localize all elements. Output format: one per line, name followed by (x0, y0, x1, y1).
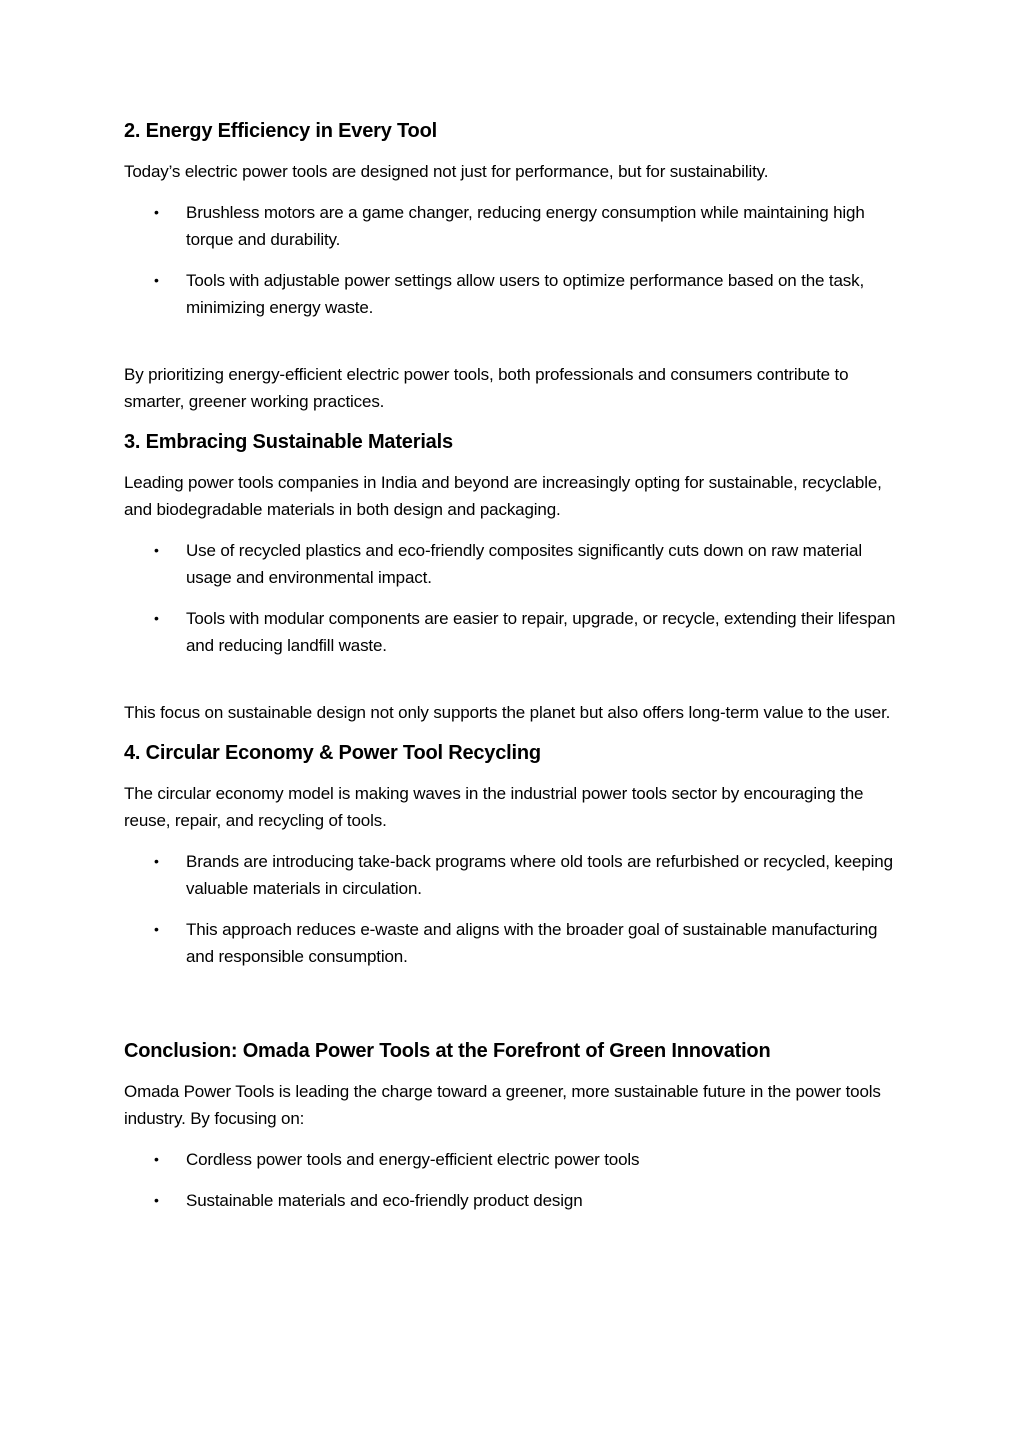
document-page (124, 118, 904, 1228)
section-heading: Conclusion: Omada Power Tools at the Forefront of Green Innovation (124, 1040, 771, 1062)
section-circular-economy (124, 740, 904, 1038)
section-intro: The circular economy model is making waves in the industrial power tools sector by encouraging the reuse, repair, and recycling of tools. (124, 784, 864, 830)
bullet-icon: • (154, 1192, 159, 1208)
bullet-icon: • (154, 610, 159, 626)
section-outro: By prioritizing energy-efficient electric power tools, both professionals and consumers contribute to smarter, greener working practices. (124, 365, 849, 411)
section-intro: Leading power tools companies in India and beyond are increasingly opting for sustainable, recyclable, and biodegradable materials in both design and packaging. (124, 473, 882, 519)
bullet-list (124, 199, 904, 321)
list-item: • Brushless motors are a game changer, reducing energy consumption while maintaining high torque and durability. (186, 199, 904, 253)
list-item: • Brands are introducing take-back programs where old tools are refurbished or recycled, keeping valuable materials in circulation. (186, 848, 904, 902)
bullet-icon: • (154, 921, 159, 937)
bullet-list (124, 848, 904, 970)
list-item: • Cordless power tools and energy-efficient electric power tools (186, 1146, 904, 1173)
section-intro: Today’s electric power tools are designed not just for performance, but for sustainability. (124, 162, 769, 181)
section-conclusion (124, 1038, 904, 1214)
section-heading: 2. Energy Efficiency in Every Tool (124, 120, 437, 142)
bullet-icon: • (154, 1151, 159, 1167)
list-item: • Sustainable materials and eco-friendly product design (186, 1187, 904, 1214)
list-item: • Use of recycled plastics and eco-friendly composites significantly cuts down on raw material usage and environmental impact. (186, 537, 904, 591)
list-item: • Tools with modular components are easier to repair, upgrade, or recycle, extending their lifespan and reducing landfill waste. (186, 605, 904, 659)
bullet-list (124, 537, 904, 659)
bullet-icon: • (154, 853, 159, 869)
list-item: • This approach reduces e-waste and aligns with the broader goal of sustainable manufacturing and responsible consumption. (186, 916, 904, 970)
section-heading: 3. Embracing Sustainable Materials (124, 431, 453, 453)
bullet-icon: • (154, 542, 159, 558)
section-heading: 4. Circular Economy & Power Tool Recycling (124, 742, 541, 764)
list-item: • Tools with adjustable power settings allow users to optimize performance based on the task, minimizing energy waste. (186, 267, 904, 321)
section-energy-efficiency (124, 118, 904, 415)
section-sustainable-materials (124, 429, 904, 726)
section-outro: This focus on sustainable design not only supports the planet but also offers long-term value to the user. (124, 703, 891, 722)
section-intro: Omada Power Tools is leading the charge toward a greener, more sustainable future in the power tools industry. By focusing on: (124, 1082, 881, 1128)
bullet-list (124, 1146, 904, 1214)
bullet-icon: • (154, 204, 159, 220)
bullet-icon: • (154, 272, 159, 288)
